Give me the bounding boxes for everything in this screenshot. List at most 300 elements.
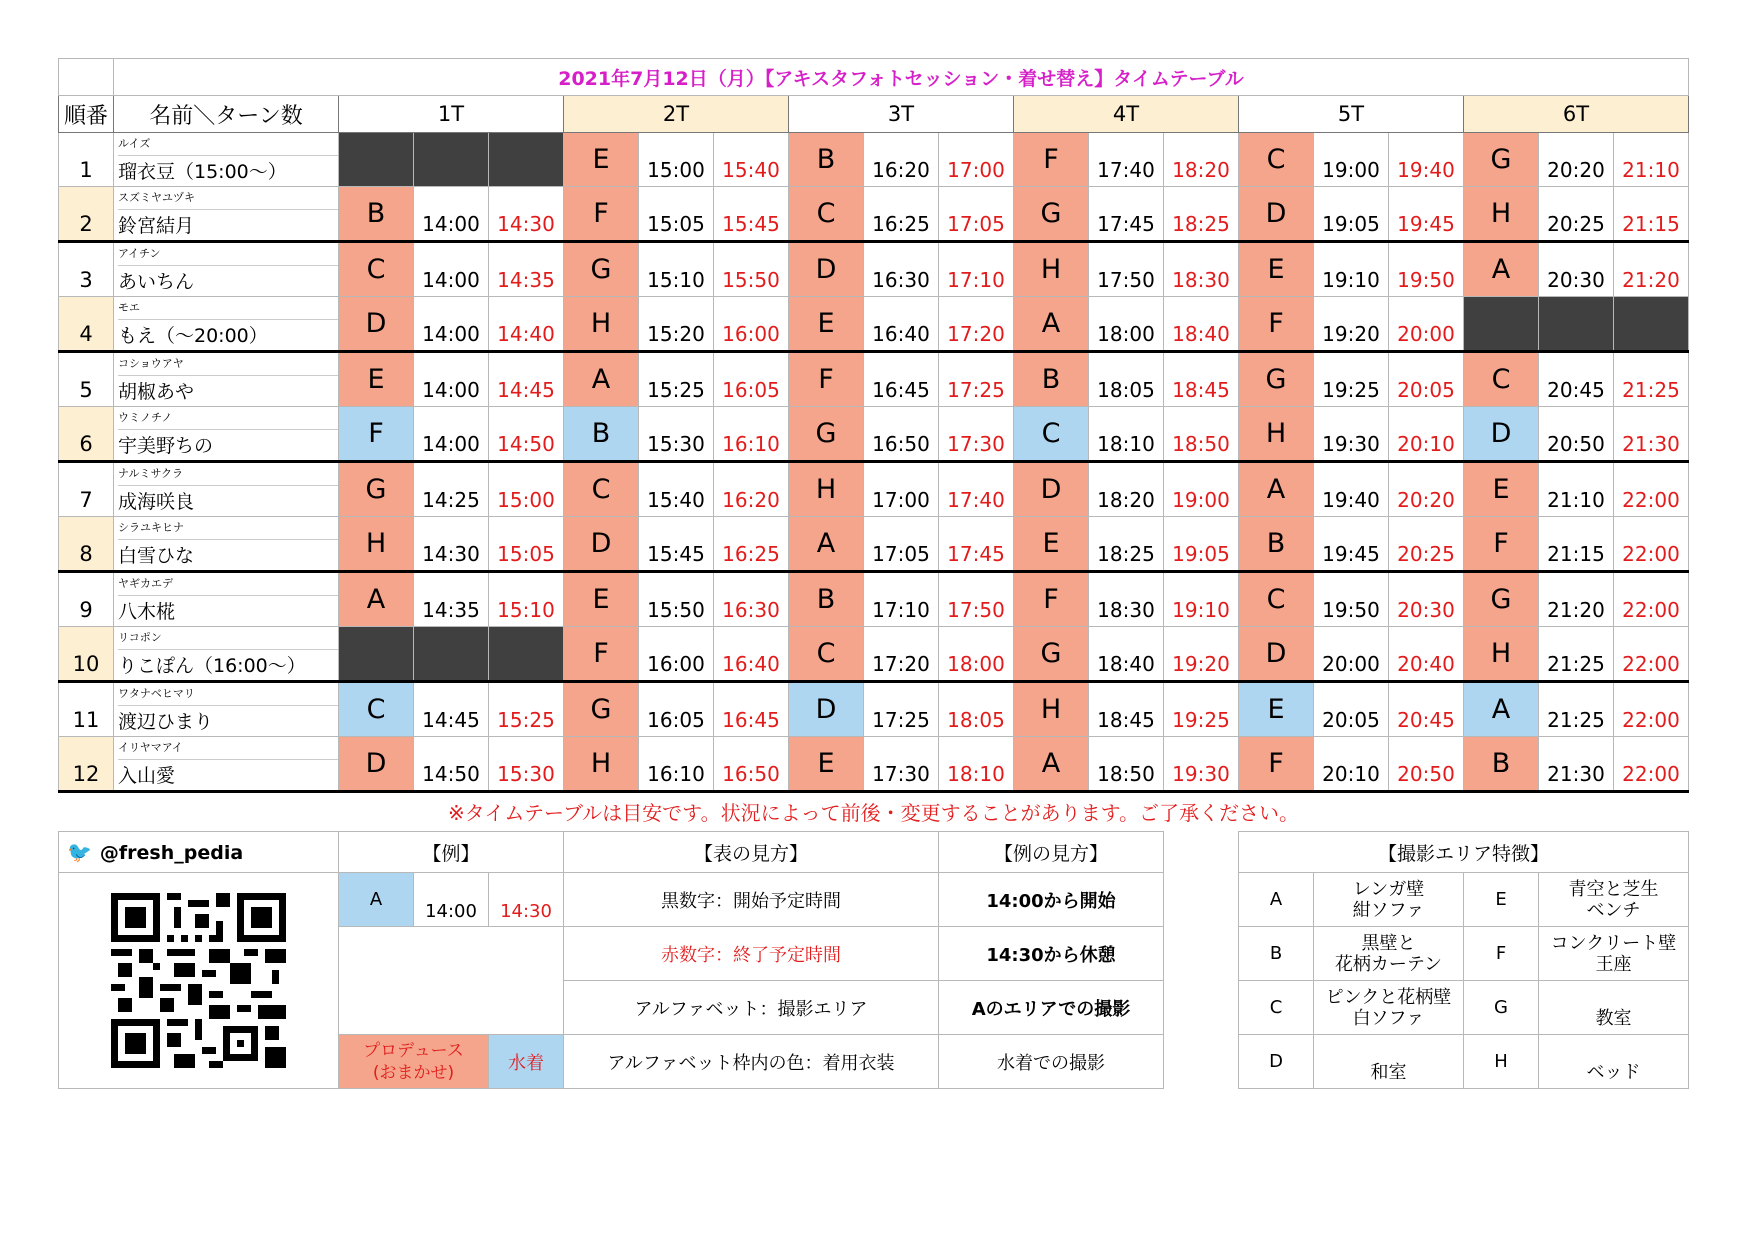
row-number: 12 xyxy=(59,737,114,792)
area-letter: H xyxy=(1464,1035,1539,1089)
unavailable-cell xyxy=(1539,297,1614,352)
unavailable-cell xyxy=(489,627,564,682)
end-time: 22:00 xyxy=(1614,517,1689,572)
end-time: 14:45 xyxy=(489,352,564,407)
area-cell: G xyxy=(1239,352,1314,407)
area-letter: B xyxy=(1239,927,1314,981)
row-number: 9 xyxy=(59,572,114,627)
end-time: 19:45 xyxy=(1389,187,1464,242)
performer-name-cell xyxy=(114,737,339,792)
start-time: 20:50 xyxy=(1539,407,1614,462)
area-cell: E xyxy=(1239,242,1314,297)
page-title: 2021年7月12日（月）【アキスタフォトセッション・着せ替え】タイムテーブル xyxy=(114,59,1689,96)
area-feature: 和室 xyxy=(1314,1035,1464,1089)
end-time: 18:00 xyxy=(939,627,1014,682)
unavailable-cell xyxy=(339,627,414,682)
start-time: 17:25 xyxy=(864,682,939,737)
start-time: 18:05 xyxy=(1089,352,1164,407)
spacer xyxy=(1164,927,1239,981)
area-cell: A xyxy=(1464,242,1539,297)
start-time: 18:30 xyxy=(1089,572,1164,627)
start-time: 15:00 xyxy=(639,133,714,187)
performer-kana: ワタナベヒマリ xyxy=(118,683,338,706)
end-time: 18:30 xyxy=(1164,242,1239,297)
table-row xyxy=(59,682,1689,737)
start-time: 14:00 xyxy=(414,297,489,352)
area-cell: F xyxy=(1014,572,1089,627)
unavailable-cell xyxy=(339,133,414,187)
performer-name: 成海咲良 xyxy=(118,491,195,513)
end-time: 21:20 xyxy=(1614,242,1689,297)
performer-name-cell xyxy=(114,297,339,352)
performer-name: あいちん xyxy=(118,271,195,293)
end-time: 19:25 xyxy=(1164,682,1239,737)
area-letter: E xyxy=(1464,873,1539,927)
start-time: 16:45 xyxy=(864,352,939,407)
area-letter: A xyxy=(1239,873,1314,927)
area-cell: B xyxy=(1464,737,1539,792)
legend-desc-color: アルファベット枠内の色：着用衣装 xyxy=(564,1035,939,1089)
how-to-read-header: 【表の見方】 xyxy=(564,832,939,873)
turn-header: 3T xyxy=(789,96,1014,133)
start-time: 16:00 xyxy=(639,627,714,682)
start-time: 19:20 xyxy=(1314,297,1389,352)
start-time: 17:00 xyxy=(864,462,939,517)
area-cell: H xyxy=(564,737,639,792)
start-time: 19:00 xyxy=(1314,133,1389,187)
area-cell: D xyxy=(564,517,639,572)
end-time: 20:25 xyxy=(1389,517,1464,572)
area-feature: ピンクと花柄壁 白ソファ xyxy=(1314,981,1464,1035)
end-time: 19:00 xyxy=(1164,462,1239,517)
unavailable-cell xyxy=(489,133,564,187)
area-cell: H xyxy=(1464,627,1539,682)
end-time: 15:05 xyxy=(489,517,564,572)
performer-kana: ウミノチノ xyxy=(118,407,338,430)
start-time: 18:40 xyxy=(1089,627,1164,682)
end-time: 18:05 xyxy=(939,682,1014,737)
area-feature: 教室 xyxy=(1539,981,1689,1035)
area-cell: C xyxy=(1239,572,1314,627)
end-time: 17:45 xyxy=(939,517,1014,572)
area-cell: C xyxy=(1239,133,1314,187)
area-letter: D xyxy=(1239,1035,1314,1089)
example-start-time: 14:00 xyxy=(414,873,489,927)
end-time: 20:40 xyxy=(1389,627,1464,682)
performer-kana: シラユキヒナ xyxy=(118,517,338,540)
end-time: 15:25 xyxy=(489,682,564,737)
performer-name: 胡椒あや xyxy=(118,381,195,403)
twitter-handle[interactable]: 🐦 @fresh_pedia xyxy=(59,832,339,873)
row-number: 11 xyxy=(59,682,114,737)
area-cell: A xyxy=(564,352,639,407)
end-time: 14:30 xyxy=(489,187,564,242)
row-number: 5 xyxy=(59,352,114,407)
end-time: 17:10 xyxy=(939,242,1014,297)
start-time: 20:45 xyxy=(1539,352,1614,407)
end-time: 15:40 xyxy=(714,133,789,187)
end-time: 17:05 xyxy=(939,187,1014,242)
start-time: 21:25 xyxy=(1539,682,1614,737)
start-time: 19:05 xyxy=(1314,187,1389,242)
start-time: 15:30 xyxy=(639,407,714,462)
start-time: 20:05 xyxy=(1314,682,1389,737)
end-time: 20:50 xyxy=(1389,737,1464,792)
area-cell: F xyxy=(564,627,639,682)
row-number: 2 xyxy=(59,187,114,242)
start-time: 14:00 xyxy=(414,242,489,297)
area-cell: B xyxy=(339,187,414,242)
row-number: 1 xyxy=(59,133,114,187)
end-time: 22:00 xyxy=(1614,627,1689,682)
area-cell: C xyxy=(789,627,864,682)
area-cell: B xyxy=(564,407,639,462)
area-cell: C xyxy=(1014,407,1089,462)
start-time: 14:50 xyxy=(414,737,489,792)
legend-example-end: 14:30から休憩 xyxy=(939,927,1164,981)
end-time: 18:50 xyxy=(1164,407,1239,462)
legend-example-area: Aのエリアでの撮影 xyxy=(939,981,1164,1035)
spacer xyxy=(1164,1035,1239,1089)
table-row xyxy=(59,133,1689,187)
turn-header: 6T xyxy=(1464,96,1689,133)
area-cell: H xyxy=(1464,187,1539,242)
area-cell: F xyxy=(1239,737,1314,792)
area-cell: D xyxy=(1014,462,1089,517)
unavailable-cell xyxy=(1614,297,1689,352)
end-time: 19:40 xyxy=(1389,133,1464,187)
end-time: 15:45 xyxy=(714,187,789,242)
legend-desc-area: アルファベット：撮影エリア xyxy=(564,981,939,1035)
performer-kana: リコポン xyxy=(118,627,338,650)
area-cell: B xyxy=(1239,517,1314,572)
twitter-icon: 🐦 xyxy=(67,840,92,864)
start-time: 21:25 xyxy=(1539,627,1614,682)
start-time: 17:50 xyxy=(1089,242,1164,297)
area-cell: D xyxy=(1464,407,1539,462)
start-time: 16:50 xyxy=(864,407,939,462)
end-time: 19:50 xyxy=(1389,242,1464,297)
legend-example-color: 水着での撮影 xyxy=(939,1035,1164,1089)
area-cell: G xyxy=(1464,133,1539,187)
end-time: 18:20 xyxy=(1164,133,1239,187)
area-cell: F xyxy=(1464,517,1539,572)
area-cell: C xyxy=(1464,352,1539,407)
performer-kana: ヤギカエデ xyxy=(118,573,338,596)
unavailable-cell xyxy=(1464,297,1539,352)
area-cell: E xyxy=(789,297,864,352)
performer-name-cell xyxy=(114,572,339,627)
turn-header: 4T xyxy=(1014,96,1239,133)
area-feature: コンクリート壁 王座 xyxy=(1539,927,1689,981)
area-cell: H xyxy=(564,297,639,352)
disclaimer-note: ※タイムテーブルは目安です。状況によって前後・変更することがあります。ご了承ください。 xyxy=(448,800,1299,825)
end-time: 18:40 xyxy=(1164,297,1239,352)
area-cell: D xyxy=(1239,627,1314,682)
start-time: 14:00 xyxy=(414,407,489,462)
spacer xyxy=(1164,873,1239,927)
area-cell: F xyxy=(1239,297,1314,352)
timetable-sheet xyxy=(58,58,1689,1089)
end-time: 19:20 xyxy=(1164,627,1239,682)
start-time: 21:15 xyxy=(1539,517,1614,572)
end-time: 19:05 xyxy=(1164,517,1239,572)
start-time: 18:25 xyxy=(1089,517,1164,572)
start-time: 14:35 xyxy=(414,572,489,627)
start-time: 16:25 xyxy=(864,187,939,242)
end-time: 20:45 xyxy=(1389,682,1464,737)
qr-code xyxy=(59,873,339,1089)
performer-kana: イリヤマアイ xyxy=(118,737,338,760)
row-number: 7 xyxy=(59,462,114,517)
start-time: 15:50 xyxy=(639,572,714,627)
end-time: 17:00 xyxy=(939,133,1014,187)
table-row xyxy=(59,737,1689,792)
row-number: 3 xyxy=(59,242,114,297)
area-cell: E xyxy=(564,572,639,627)
start-time: 14:00 xyxy=(414,187,489,242)
end-time: 16:50 xyxy=(714,737,789,792)
area-cell: E xyxy=(339,352,414,407)
performer-name-cell xyxy=(114,187,339,242)
area-cell: G xyxy=(339,462,414,517)
example-read-header: 【例の見方】 xyxy=(939,832,1164,873)
end-time: 20:10 xyxy=(1389,407,1464,462)
end-time: 16:05 xyxy=(714,352,789,407)
area-cell: A xyxy=(1464,682,1539,737)
start-time: 19:10 xyxy=(1314,242,1389,297)
corner-cell xyxy=(59,59,114,96)
performer-kana: ルイズ xyxy=(118,133,338,156)
start-time: 19:25 xyxy=(1314,352,1389,407)
start-time: 17:05 xyxy=(864,517,939,572)
start-time: 20:20 xyxy=(1539,133,1614,187)
end-time: 21:10 xyxy=(1614,133,1689,187)
table-row xyxy=(59,572,1689,627)
table-row xyxy=(59,627,1689,682)
area-cell: D xyxy=(789,242,864,297)
performer-kana: アイチン xyxy=(118,243,338,266)
order-header: 順番 xyxy=(59,96,114,133)
end-time: 15:10 xyxy=(489,572,564,627)
end-time: 18:45 xyxy=(1164,352,1239,407)
end-time: 22:00 xyxy=(1614,682,1689,737)
area-cell: G xyxy=(1014,627,1089,682)
area-cell: C xyxy=(339,682,414,737)
end-time: 19:30 xyxy=(1164,737,1239,792)
start-time: 20:30 xyxy=(1539,242,1614,297)
row-number: 10 xyxy=(59,627,114,682)
start-time: 17:30 xyxy=(864,737,939,792)
area-cell: C xyxy=(789,187,864,242)
end-time: 16:40 xyxy=(714,627,789,682)
performer-name: 八木椛 xyxy=(118,601,176,623)
area-cell: E xyxy=(1239,682,1314,737)
start-time: 17:45 xyxy=(1089,187,1164,242)
start-time: 18:00 xyxy=(1089,297,1164,352)
table-row xyxy=(59,407,1689,462)
start-time: 16:20 xyxy=(864,133,939,187)
area-cell: E xyxy=(1014,517,1089,572)
row-number: 6 xyxy=(59,407,114,462)
start-time: 18:45 xyxy=(1089,682,1164,737)
area-cell: H xyxy=(1239,407,1314,462)
performer-name: 白雪ひな xyxy=(118,545,195,567)
performer-kana: ナルミサクラ xyxy=(118,463,338,486)
end-time: 15:00 xyxy=(489,462,564,517)
turn-header: 1T xyxy=(339,96,564,133)
performer-name: りこぽん（16:00～） xyxy=(118,655,306,677)
performer-kana: コショウアヤ xyxy=(118,353,338,376)
end-time: 15:50 xyxy=(714,242,789,297)
start-time: 17:40 xyxy=(1089,133,1164,187)
table-row xyxy=(59,517,1689,572)
area-cell: E xyxy=(789,737,864,792)
area-cell: E xyxy=(1464,462,1539,517)
start-time: 14:45 xyxy=(414,682,489,737)
end-time: 20:30 xyxy=(1389,572,1464,627)
start-time: 14:00 xyxy=(414,352,489,407)
performer-name: 瑠衣豆（15:00～） xyxy=(118,161,287,183)
row-number: 8 xyxy=(59,517,114,572)
area-cell: C xyxy=(564,462,639,517)
performer-name-cell xyxy=(114,627,339,682)
area-cell: H xyxy=(1014,682,1089,737)
area-cell: A xyxy=(339,572,414,627)
start-time: 16:30 xyxy=(864,242,939,297)
area-cell: B xyxy=(1014,352,1089,407)
end-time: 21:30 xyxy=(1614,407,1689,462)
swimsuit-legend: 水着 xyxy=(489,1035,564,1089)
start-time: 15:20 xyxy=(639,297,714,352)
end-time: 16:45 xyxy=(714,682,789,737)
area-cell: D xyxy=(339,297,414,352)
end-time: 20:00 xyxy=(1389,297,1464,352)
area-letter: C xyxy=(1239,981,1314,1035)
qr-code-icon xyxy=(111,893,286,1068)
start-time: 18:50 xyxy=(1089,737,1164,792)
start-time: 15:25 xyxy=(639,352,714,407)
start-time: 19:30 xyxy=(1314,407,1389,462)
unavailable-cell xyxy=(414,627,489,682)
area-cell: H xyxy=(339,517,414,572)
start-time: 16:10 xyxy=(639,737,714,792)
performer-name-cell xyxy=(114,133,339,187)
end-time: 17:25 xyxy=(939,352,1014,407)
start-time: 20:25 xyxy=(1539,187,1614,242)
end-time: 21:25 xyxy=(1614,352,1689,407)
end-time: 20:05 xyxy=(1389,352,1464,407)
start-time: 19:40 xyxy=(1314,462,1389,517)
start-time: 19:50 xyxy=(1314,572,1389,627)
unavailable-cell xyxy=(414,133,489,187)
area-cell: A xyxy=(1014,297,1089,352)
end-time: 17:50 xyxy=(939,572,1014,627)
performer-name: 鈴宮結月 xyxy=(118,215,195,237)
end-time: 14:35 xyxy=(489,242,564,297)
start-time: 15:40 xyxy=(639,462,714,517)
end-time: 17:30 xyxy=(939,407,1014,462)
area-cell: E xyxy=(564,133,639,187)
performer-kana: スズミヤユヅキ xyxy=(118,187,338,210)
start-time: 18:20 xyxy=(1089,462,1164,517)
start-time: 15:05 xyxy=(639,187,714,242)
table-row xyxy=(59,462,1689,517)
area-cell: G xyxy=(789,407,864,462)
end-time: 18:10 xyxy=(939,737,1014,792)
end-time: 22:00 xyxy=(1614,737,1689,792)
performer-name-cell xyxy=(114,352,339,407)
end-time: 19:10 xyxy=(1164,572,1239,627)
area-letter: G xyxy=(1464,981,1539,1035)
end-time: 18:25 xyxy=(1164,187,1239,242)
area-feature: 青空と芝生 ベンチ xyxy=(1539,873,1689,927)
area-cell: G xyxy=(564,242,639,297)
legend-example-start: 14:00から開始 xyxy=(939,873,1164,927)
area-cell: C xyxy=(339,242,414,297)
performer-name: 入山愛 xyxy=(118,765,176,787)
start-time: 14:30 xyxy=(414,517,489,572)
end-time: 16:20 xyxy=(714,462,789,517)
name-turn-header: 名前＼ターン数 xyxy=(114,96,339,133)
table-row xyxy=(59,352,1689,407)
area-features-header: 【撮影エリア特徴】 xyxy=(1239,832,1689,873)
start-time: 20:00 xyxy=(1314,627,1389,682)
start-time: 15:10 xyxy=(639,242,714,297)
spacer xyxy=(1164,832,1239,873)
end-time: 14:40 xyxy=(489,297,564,352)
performer-name-cell xyxy=(114,242,339,297)
area-cell: G xyxy=(1464,572,1539,627)
legend-desc-end: 赤数字：終了予定時間 xyxy=(564,927,939,981)
performer-name: 渡辺ひまり xyxy=(118,711,214,733)
start-time: 21:30 xyxy=(1539,737,1614,792)
area-feature: ベッド xyxy=(1539,1035,1689,1089)
timetable xyxy=(58,58,1689,829)
end-time: 15:30 xyxy=(489,737,564,792)
end-time: 17:40 xyxy=(939,462,1014,517)
area-cell: B xyxy=(789,133,864,187)
start-time: 17:10 xyxy=(864,572,939,627)
performer-name: 宇美野ちの xyxy=(118,435,214,457)
area-cell: D xyxy=(789,682,864,737)
produce-legend: プロデュース (おまかせ) xyxy=(339,1035,489,1089)
example-header: 【例】 xyxy=(339,832,564,873)
end-time: 14:50 xyxy=(489,407,564,462)
end-time: 21:15 xyxy=(1614,187,1689,242)
performer-name-cell xyxy=(114,407,339,462)
start-time: 20:10 xyxy=(1314,737,1389,792)
performer-name-cell xyxy=(114,682,339,737)
start-time: 18:10 xyxy=(1089,407,1164,462)
area-cell: A xyxy=(789,517,864,572)
performer-name-cell xyxy=(114,462,339,517)
area-feature: 黒壁と 花柄カーテン xyxy=(1314,927,1464,981)
start-time: 16:40 xyxy=(864,297,939,352)
end-time: 17:20 xyxy=(939,297,1014,352)
table-row xyxy=(59,187,1689,242)
start-time: 16:05 xyxy=(639,682,714,737)
area-cell: H xyxy=(789,462,864,517)
area-cell: D xyxy=(339,737,414,792)
end-time: 22:00 xyxy=(1614,572,1689,627)
area-cell: G xyxy=(564,682,639,737)
area-cell: G xyxy=(1014,187,1089,242)
end-time: 16:00 xyxy=(714,297,789,352)
area-feature: レンガ壁 紺ソファ xyxy=(1314,873,1464,927)
area-cell: F xyxy=(564,187,639,242)
end-time: 20:20 xyxy=(1389,462,1464,517)
